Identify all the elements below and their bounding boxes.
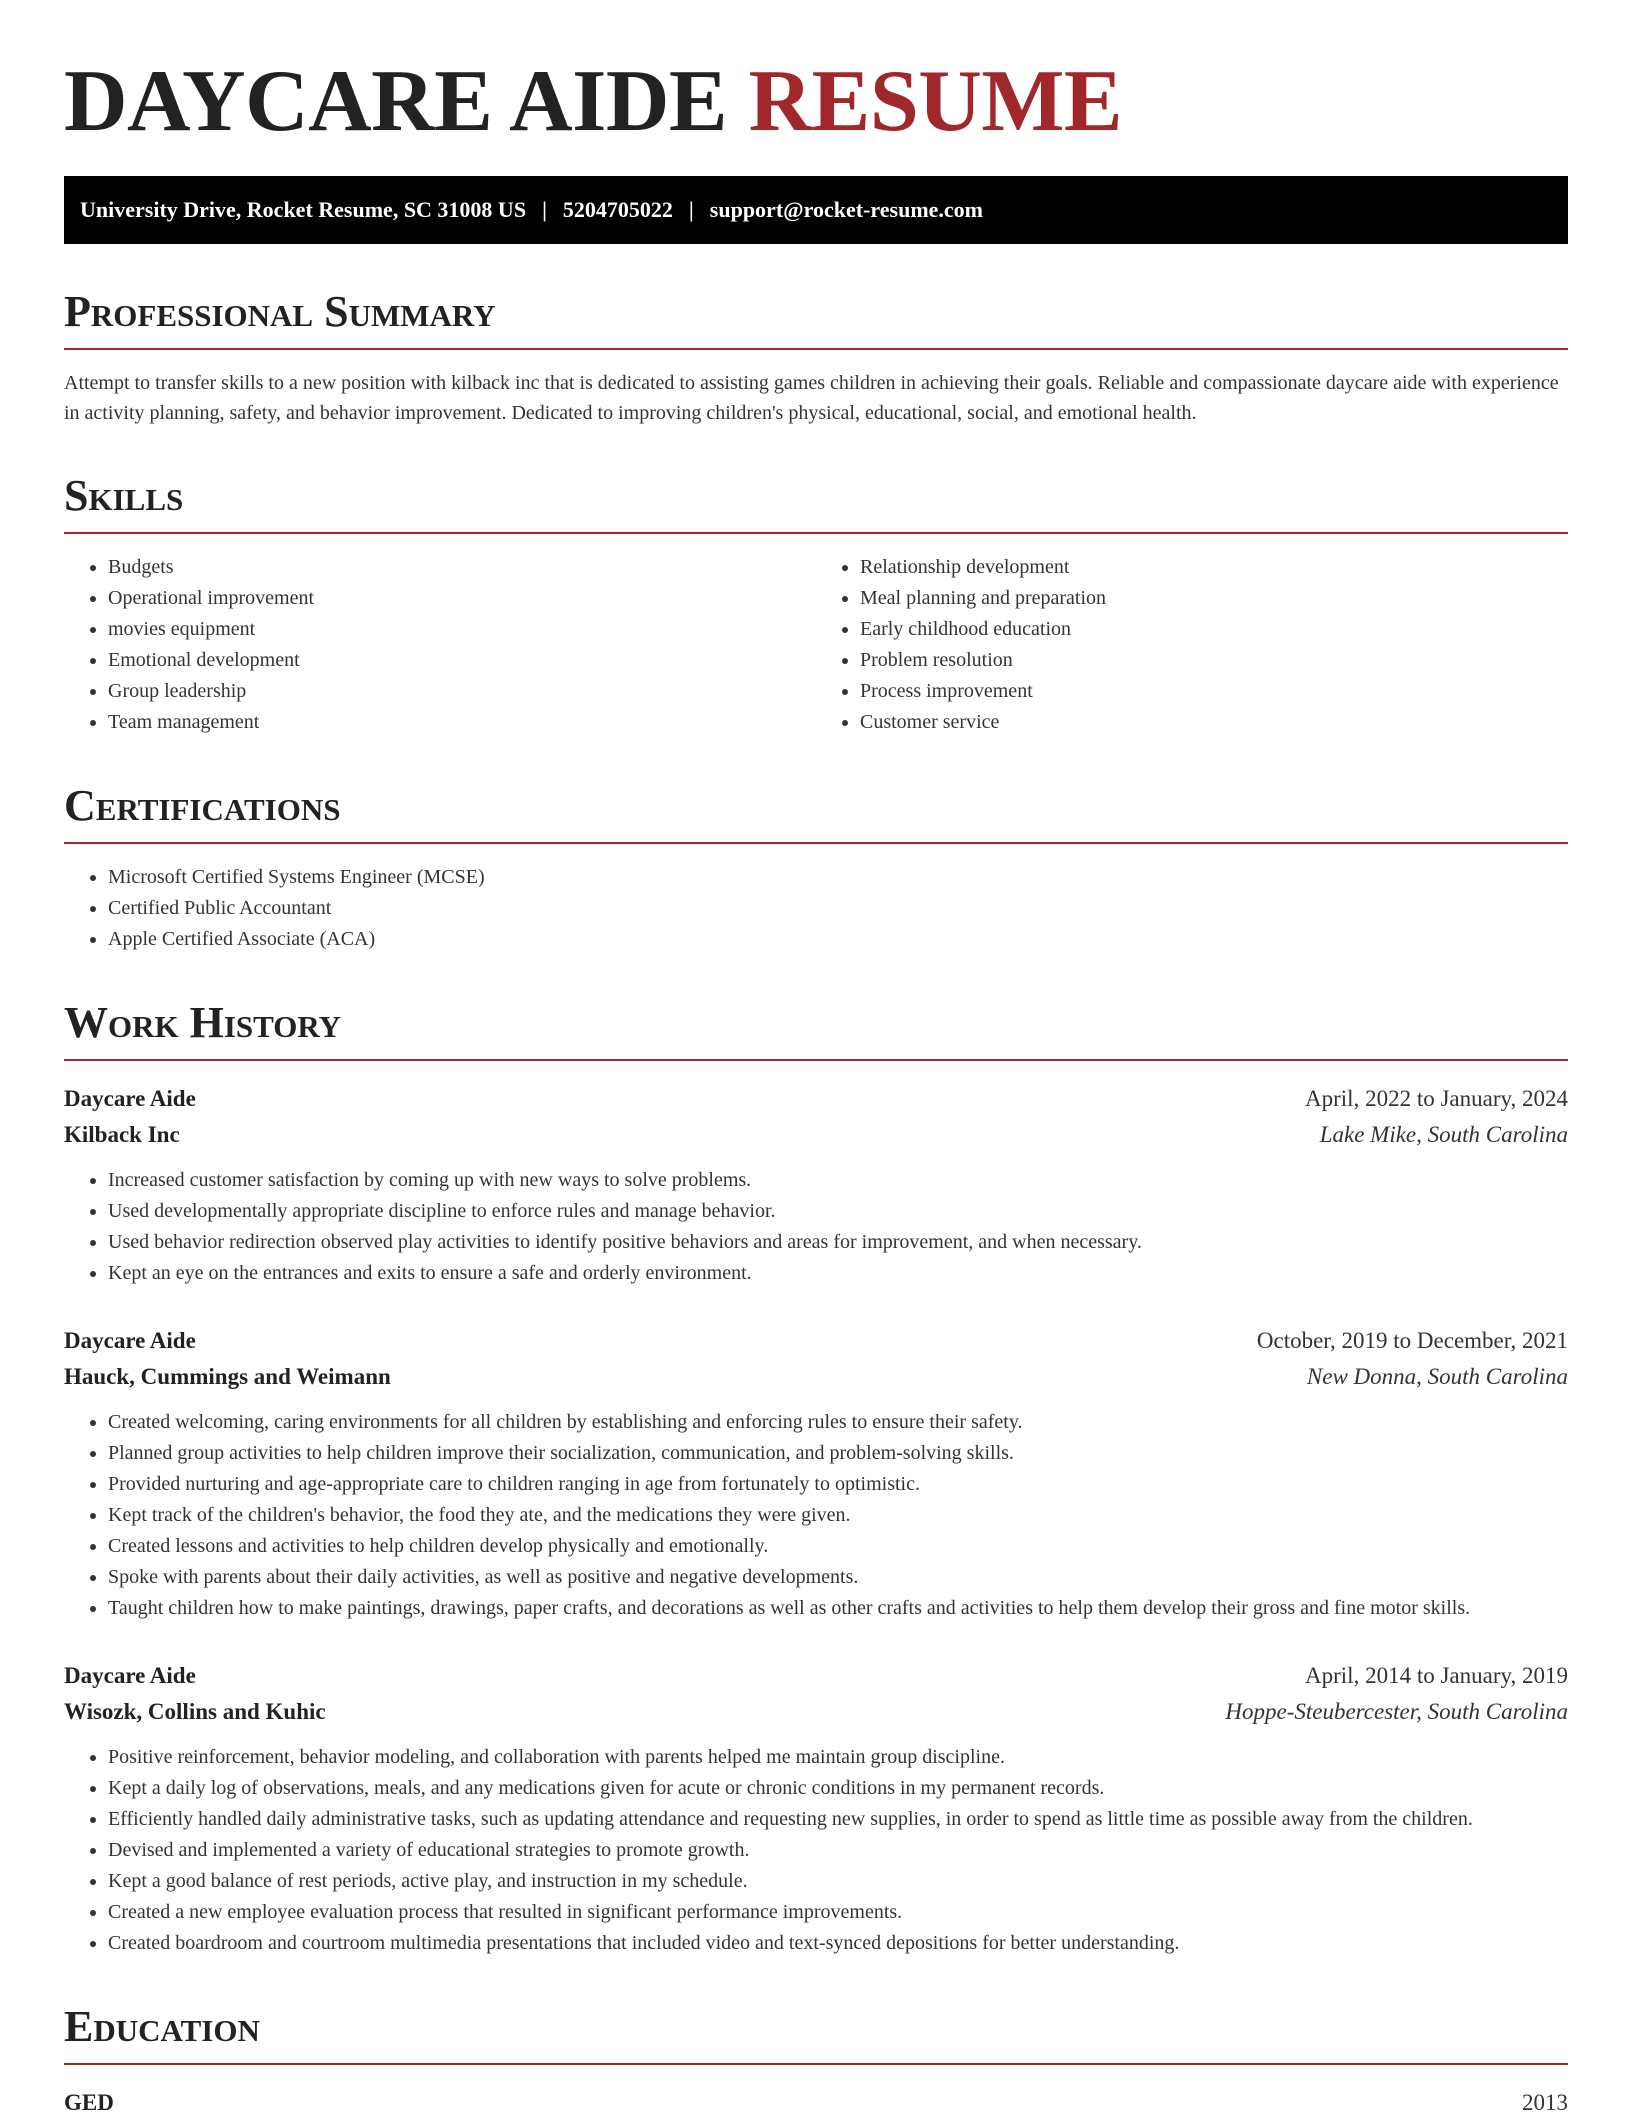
job-location: Lake Mike, South Carolina xyxy=(1319,1122,1568,1147)
work-history-section xyxy=(64,999,1568,1959)
contact-email: support@rocket-resume.com xyxy=(709,197,983,222)
section-heading: Work History xyxy=(64,999,1568,1061)
job-duty: • Created boardroom and courtroom multimedia presentations that included video and text-synced depositions for better understanding. xyxy=(108,1928,1568,1959)
job-duty: • Used developmentally appropriate discipline to enforce rules and manage behavior. xyxy=(108,1196,1568,1227)
job-duty: • Taught children how to make paintings, drawings, paper crafts, and decorations as well as other crafts and activities to help them develop their gross and fine motor skills. xyxy=(108,1593,1568,1624)
job-duty: • Spoke with parents about their daily activities, as well as positive and negative developments. xyxy=(108,1562,1568,1593)
education-entry xyxy=(64,2085,1568,2112)
job-company-row xyxy=(64,1117,1568,1153)
job-duty: • Kept an eye on the entrances and exits to ensure a safe and orderly environment. xyxy=(108,1258,1568,1289)
contact-phone: 5204705022 xyxy=(562,197,673,222)
job-header-row xyxy=(64,1081,1568,1117)
title-main: DAYCARE AIDE xyxy=(64,53,728,150)
job-duty: • Increased customer satisfaction by coming up with new ways to solve problems. xyxy=(108,1165,1568,1196)
skill-item: • Problem resolution xyxy=(860,645,1568,676)
job-dates: October, 2019 to December, 2021 xyxy=(1256,1328,1568,1353)
job-duty: • Efficiently handled daily administrative tasks, such as updating attendance and requesting new supplies, in order to spend as little time as possible away from the children. xyxy=(108,1804,1568,1835)
skills-section xyxy=(64,472,1568,738)
job-company-row xyxy=(64,1694,1568,1730)
skill-item: • Team management xyxy=(108,707,816,738)
job-title: Daycare Aide xyxy=(64,1663,196,1688)
job-entry xyxy=(64,1658,1568,1959)
contact-address: University Drive, Rocket Resume, SC 31008 US xyxy=(80,197,527,222)
certifications-list xyxy=(64,862,1568,955)
skills-grid xyxy=(64,552,1568,738)
job-duties-list xyxy=(64,1742,1568,1959)
job-duty: • Devised and implemented a variety of educational strategies to promote growth. xyxy=(108,1835,1568,1866)
resume-title xyxy=(64,52,1568,152)
skill-item: • Meal planning and preparation xyxy=(860,583,1568,614)
skills-list-left xyxy=(64,552,816,738)
job-duties-list xyxy=(64,1407,1568,1624)
job-duty: • Used behavior redirection observed play activities to identify positive behaviors and areas for improvement, and when necessary. xyxy=(108,1227,1568,1258)
job-company-row xyxy=(64,1359,1568,1395)
section-heading: Education xyxy=(64,2003,1568,2065)
job-duty: • Planned group activities to help children improve their socialization, communication, and problem-solving skills. xyxy=(108,1438,1568,1469)
skill-item: • Process improvement xyxy=(860,676,1568,707)
skill-item: • Customer service xyxy=(860,707,1568,738)
job-dates: April, 2014 to January, 2019 xyxy=(1305,1663,1568,1688)
summary-section xyxy=(64,288,1568,428)
job-duty: • Kept a daily log of observations, meals, and any medications given for acute or chronic conditions in my permanent records. xyxy=(108,1773,1568,1804)
job-duty: • Positive reinforcement, behavior modeling, and collaboration with parents helped me maintain group discipline. xyxy=(108,1742,1568,1773)
section-heading: Certifications xyxy=(64,782,1568,844)
job-duty: • Kept track of the children's behavior, the food they ate, and the medications they were given. xyxy=(108,1500,1568,1531)
education-year: 2013 xyxy=(1522,2090,1568,2112)
job-title: Daycare Aide xyxy=(64,1086,196,1111)
job-company: Hauck, Cummings and Weimann xyxy=(64,1364,391,1389)
job-company: Wisozk, Collins and Kuhic xyxy=(64,1699,326,1724)
skill-item: • Group leadership xyxy=(108,676,816,707)
job-duties-list xyxy=(64,1165,1568,1289)
job-location: Hoppe-Steubercester, South Carolina xyxy=(1225,1699,1568,1724)
certification-item: • Certified Public Accountant xyxy=(108,893,1568,924)
summary-text: Attempt to transfer skills to a new position with kilback inc that is dedicated to assisting games children in achieving their goals. Reliable and compassionate daycare aide with experience in activity planning, safety, and behavior improvement. Dedicated to improving children's physical, educational, social, and emotional health. xyxy=(64,372,1559,424)
contact-separator: | xyxy=(542,197,547,222)
certification-item: • Apple Certified Associate (ACA) xyxy=(108,924,1568,955)
job-duty: • Created lessons and activities to help children develop physically and emotionally. xyxy=(108,1531,1568,1562)
job-duty: • Provided nurturing and age-appropriate care to children ranging in age from fortunately to optimistic. xyxy=(108,1469,1568,1500)
section-heading: Professional Summary xyxy=(64,288,1568,350)
job-header-row xyxy=(64,1323,1568,1359)
skill-item: • Budgets xyxy=(108,552,816,583)
job-duty: • Kept a good balance of rest periods, active play, and instruction in my schedule. xyxy=(108,1866,1568,1897)
job-company: Kilback Inc xyxy=(64,1122,180,1147)
job-duty: • Created a new employee evaluation process that resulted in significant performance improvements. xyxy=(108,1897,1568,1928)
skill-item: • movies equipment xyxy=(108,614,816,645)
contact-separator: | xyxy=(688,197,694,222)
job-header-row xyxy=(64,1658,1568,1694)
skill-item: • Early childhood education xyxy=(860,614,1568,645)
title-accent: RESUME xyxy=(748,53,1123,150)
skill-item: • Operational improvement xyxy=(108,583,816,614)
job-location: New Donna, South Carolina xyxy=(1306,1364,1568,1389)
education-section xyxy=(64,2003,1568,2112)
job-entry xyxy=(64,1081,1568,1289)
contact-bar xyxy=(64,176,1568,244)
certifications-section xyxy=(64,782,1568,955)
job-dates: April, 2022 to January, 2024 xyxy=(1305,1086,1568,1111)
skill-item: • Emotional development xyxy=(108,645,816,676)
job-title: Daycare Aide xyxy=(64,1328,196,1353)
certification-item: • Microsoft Certified Systems Engineer (MCSE) xyxy=(108,862,1568,893)
skill-item: • Relationship development xyxy=(860,552,1568,583)
skills-list-right xyxy=(816,552,1568,738)
section-heading: Skills xyxy=(64,472,1568,534)
job-duty: • Created welcoming, caring environments for all children by establishing and enforcing rules to ensure their safety. xyxy=(108,1407,1568,1438)
education-row xyxy=(64,2085,1568,2112)
job-entry xyxy=(64,1323,1568,1624)
education-degree: GED xyxy=(64,2090,114,2112)
